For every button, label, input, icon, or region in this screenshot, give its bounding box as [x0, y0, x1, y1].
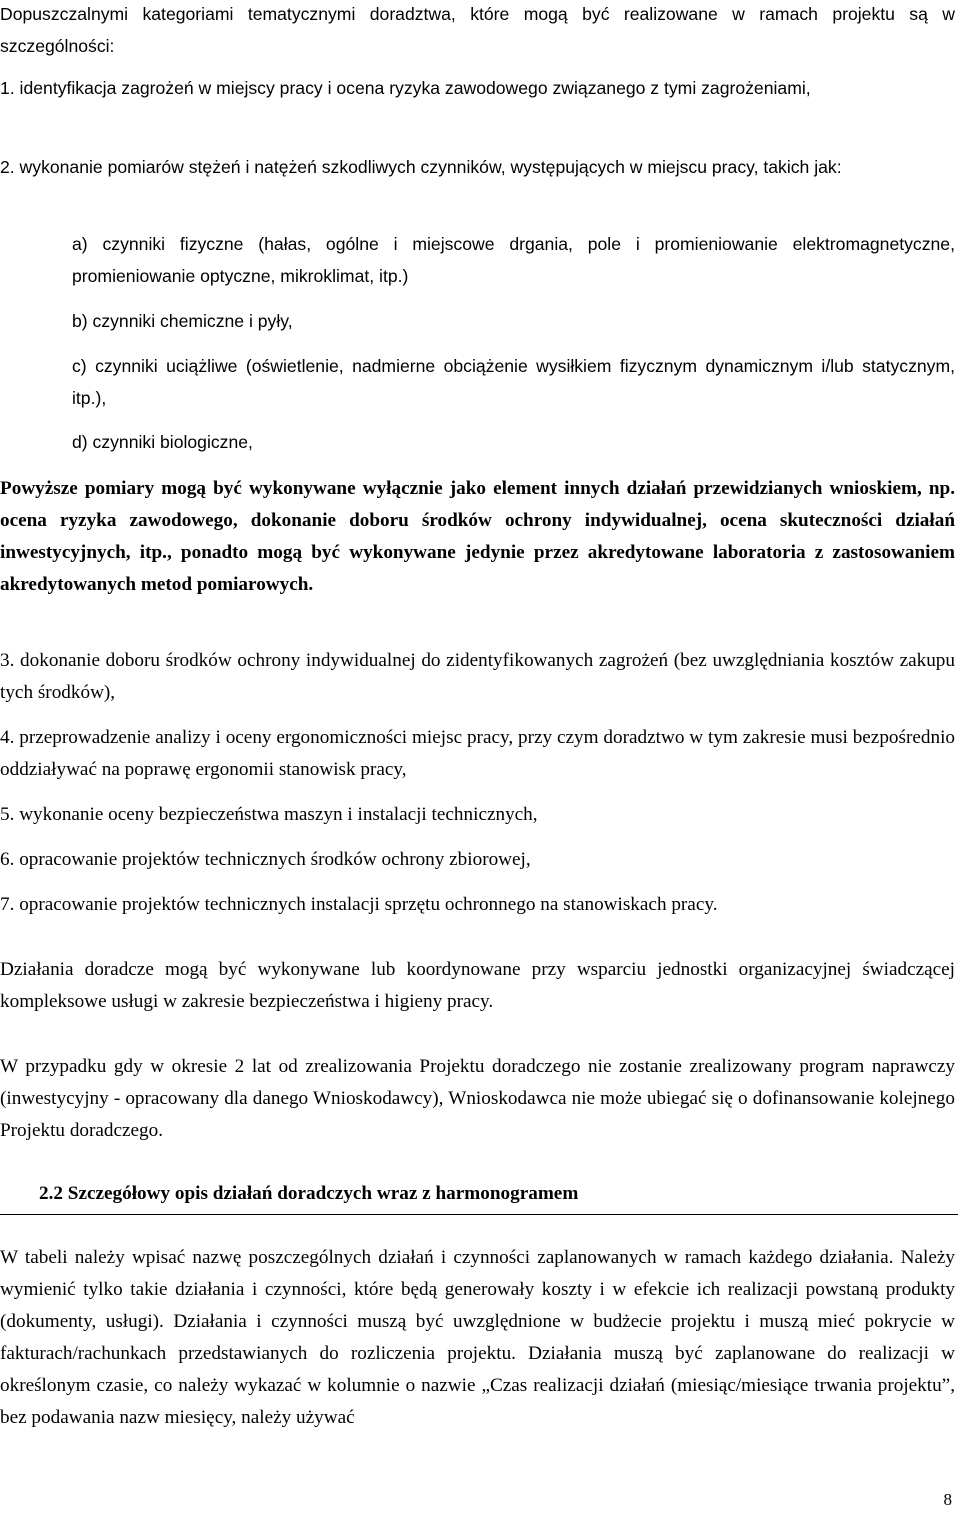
- dzialania-paragraph: Działania doradcze mogą być wykonywane lub koordynowane przy wsparciu jednostki organizacyjnej świadczącej kompleksowe usługi w zakresie bezpieczeństwa i higieny pracy.: [0, 959, 955, 1012]
- section-heading-row: [0, 1176, 958, 1215]
- intro-paragraph: Dopuszczalnymi kategoriami tematycznymi doradztwa, które mogą być realizowane w ramach projektu są w szczególności:: [0, 4, 955, 56]
- sub-item-a: a) czynniki fizyczne (hałas, ogólne i miejscowe drgania, pole i promieniowanie elektromagnetyczne, promieniowanie optyczne, mikroklimat, itp.): [72, 234, 955, 286]
- list-item-4: 4. przeprowadzenie analizy i oceny ergonomiczności miejsc pracy, przy czym doradztwo w tym zakresie musi bezpośrednio oddziaływać na poprawę ergonomii stanowisk pracy,: [0, 727, 955, 780]
- page-number: 8: [943, 1490, 952, 1509]
- list-item-5: 5. wykonanie oceny bezpieczeństwa maszyn i instalacji technicznych,: [0, 804, 538, 825]
- sub-item-d: d) czynniki biologiczne,: [72, 432, 253, 452]
- section-heading: 2.2 Szczegółowy opis działań doradczych wraz z harmonogramem: [39, 1183, 579, 1204]
- list-item-6: 6. opracowanie projektów technicznych środków ochrony zbiorowej,: [0, 849, 531, 870]
- tabela-paragraph: W tabeli należy wpisać nazwę poszczególnych działań i czynności zaplanowanych w ramach każdego działania. Należy wymienić tylko takie działania i czynności, które będą generowały koszty i w efekcie ich realizacji powstaną produkty (dokumenty, usługi). Działania i czynności muszą być uwzględnione w budżecie projektu i muszą mieć pokrycie w fakturach/rachunkach przedstawianych do rozliczenia projektu. Działania muszą być zaplanowane do realizacji w określonym czasie, co należy wykazać w kolumnie o nazwie „Czas realizacji działań (miesiąc/miesiące trwania projektu”, bez podawania nazw miesięcy, należy używać: [0, 1247, 955, 1428]
- sub-item-b: b) czynniki chemiczne i pyły,: [72, 311, 293, 331]
- bold-note-paragraph: Powyższe pomiary mogą być wykonywane wyłącznie jako element innych działań przewidzianych wnioskiem, np. ocena ryzyka zawodowego, dokonanie doboru środków ochrony indywidualnej, ocena skuteczności działań inwestycyjnych, itp., ponadto mogą być wykonywane jedynie przez akredytowane laboratoria z zastosowaniem akredytowanych metod pomiarowych.: [0, 478, 955, 595]
- sub-item-c: c) czynniki uciążliwe (oświetlenie, nadmierne obciążenie wysiłkiem fizycznym dynamicznym i/lub statycznym, itp.),: [72, 356, 955, 408]
- list-item-1: 1. identyfikacja zagrożeń w miejscy pracy i ocena ryzyka zawodowego związanego z tymi zagrożeniami,: [0, 78, 811, 98]
- przypadek-paragraph: W przypadku gdy w okresie 2 lat od zrealizowania Projektu doradczego nie zostanie zrealizowany program naprawczy (inwestycyjny - opracowany dla danego Wnioskodawcy), Wnioskodawca nie może ubiegać się o dofinansowanie kolejnego Projektu doradczego.: [0, 1056, 955, 1141]
- list-item-3: 3. dokonanie doboru środków ochrony indywidualnej do zidentyfikowanych zagrożeń (bez uwzględniania kosztów zakupu tych środków),: [0, 650, 955, 703]
- list-item-2: 2. wykonanie pomiarów stężeń i natężeń szkodliwych czynników, występujących w miejscu pracy, takich jak:: [0, 157, 842, 177]
- list-item-7: 7. opracowanie projektów technicznych instalacji sprzętu ochronnego na stanowiskach pracy.: [0, 894, 718, 915]
